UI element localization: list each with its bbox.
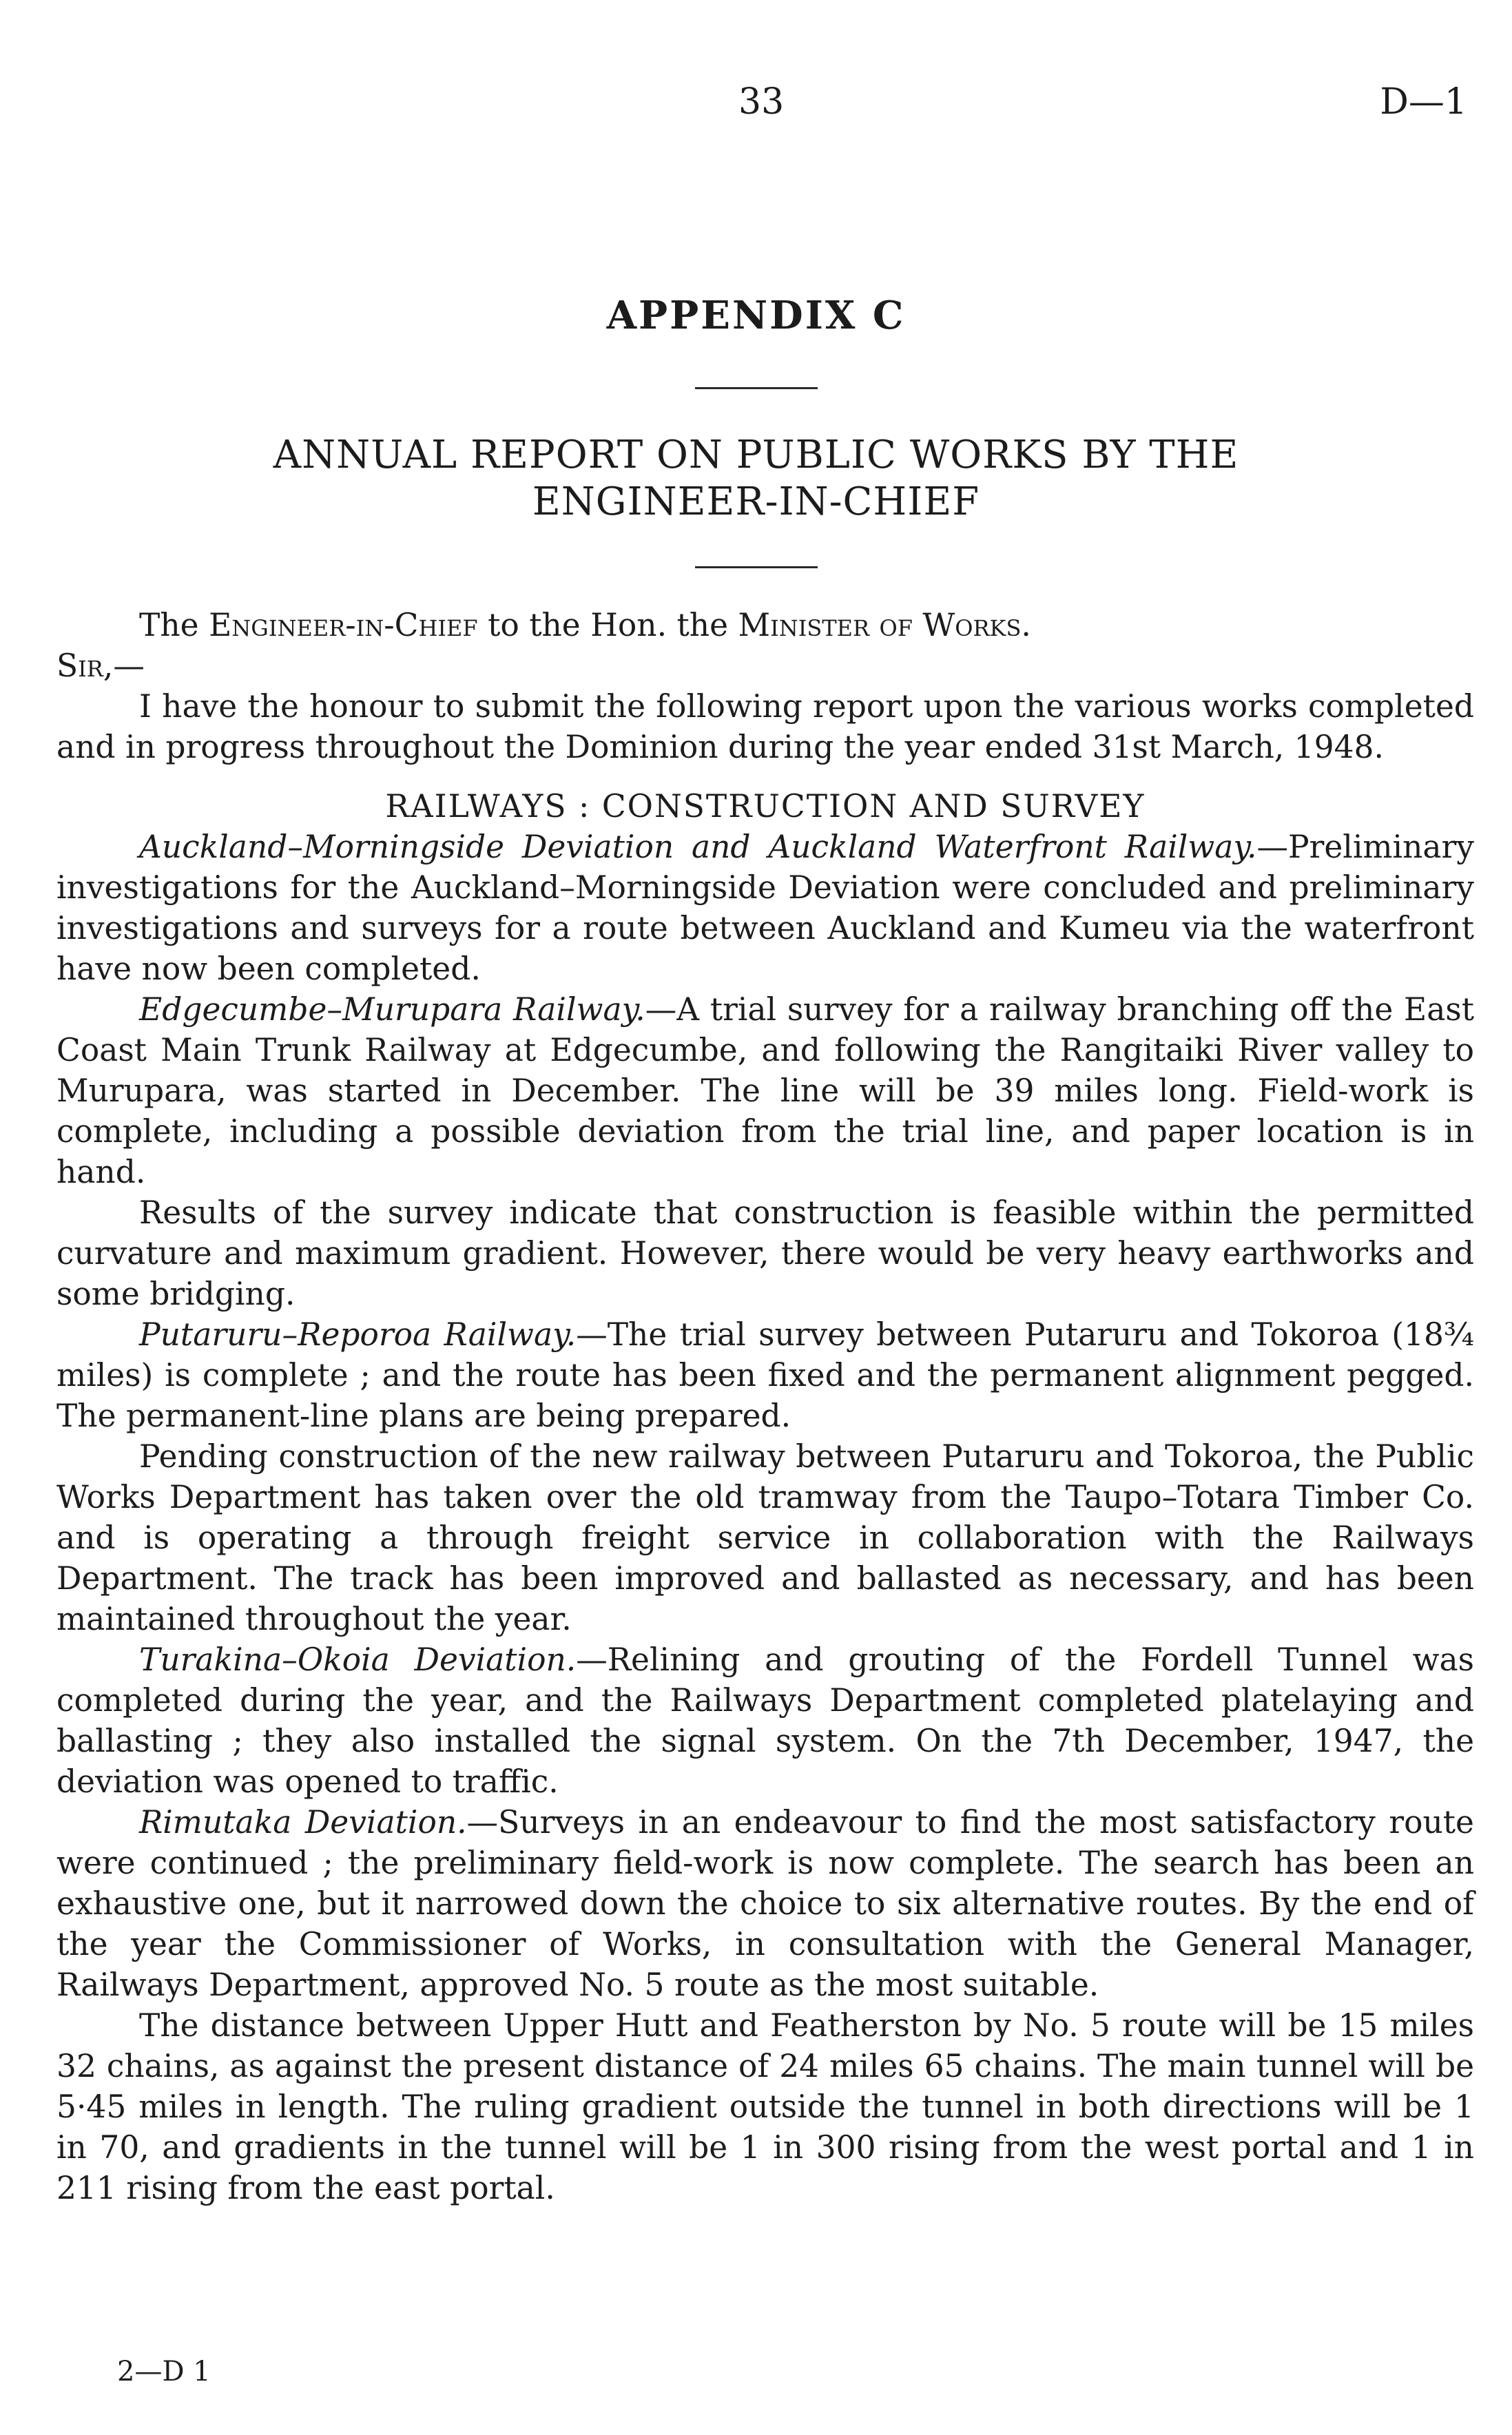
salutation-line xyxy=(56,605,1474,645)
salutation-sir: Sir,— xyxy=(56,647,145,684)
paragraph xyxy=(56,1192,1474,1314)
report-title-line-1: ANNUAL REPORT ON PUBLIC WORKS BY THE xyxy=(273,433,1239,477)
paragraph-title: Turakina–Okoia Deviation. xyxy=(139,1641,577,1678)
paragraph-title: Putaruru–Reporoa Railway. xyxy=(139,1316,577,1353)
paragraph-text: —Relining and grouting of the Fordell Tunnel was completed during the year, and the Railways Department completed platelaying and ballasting ; they also installed the signal system. On the 7th December, 1947, the deviation was opened to traffic. xyxy=(56,1641,1474,1800)
paragraph-text: The distance between Upper Hutt and Featherston by No. 5 route will be 15 miles 32 chains, as against the present distance of 24 miles 65 chains. The main tunnel will be 5·45 miles in length. The ruling gradient outside the tunnel in both directions will be 1 in 70, and gradients in the tunnel will be 1 in 300 rising from the west portal and 1 in 211 rising from the east portal. xyxy=(56,2007,1474,2206)
paragraph xyxy=(56,2005,1474,2208)
paragraph xyxy=(56,1314,1474,1436)
paragraph-text: —A trial survey for a railway branching off the East Coast Main Trunk Railway at Edgecumbe, and following the Rangitaiki River valley to Murupara, was started in December. The line will be 39 miles long. Field-work is complete, including a possible deviation from the trial line, and paper location is in hand. xyxy=(56,991,1475,1190)
paragraph xyxy=(56,1802,1474,2005)
report-body xyxy=(56,605,1474,2208)
report-title xyxy=(0,432,1512,526)
paragraph xyxy=(56,827,1474,989)
paragraph-text: Results of the survey indicate that construction is feasible within the permitted curvature and maximum gradient. However, there would be very heavy earthworks and some bridging. xyxy=(56,1194,1474,1312)
appendix-heading: APPENDIX C xyxy=(606,293,906,338)
salutation-prefix: The xyxy=(139,607,199,643)
paragraph xyxy=(56,1436,1474,1639)
divider-rule xyxy=(695,387,818,389)
paragraph-text: Pending construction of the new railway between Putaruru and Tokoroa, the Public Works Department has taken over the old tramway from the Taupo–Totara Timber Co. and is operating a through freight service in collaboration with the Railways Department. The track has been improved and ballasted as necessary, and has been maintained throughout the year. xyxy=(56,1438,1474,1637)
report-title-line-2: ENGINEER-IN-CHIEF xyxy=(532,479,980,524)
report-reference: D—1 xyxy=(1380,81,1467,123)
paragraph-title: Auckland–Morningside Deviation and Auckland Waterfront Railway. xyxy=(139,829,1257,865)
section-heading: RAILWAYS : CONSTRUCTION AND SURVEY xyxy=(385,788,1146,825)
divider-rule xyxy=(695,566,818,568)
signature-mark: 2—D 1 xyxy=(117,2356,211,2387)
running-head xyxy=(0,81,1512,129)
salutation-end: . xyxy=(1021,607,1031,643)
page-number: 33 xyxy=(738,81,785,123)
salutation-to: Minister of Works xyxy=(738,607,1022,643)
paragraph-text: —The trial survey between Putaruru and Tokoroa (18¾ miles) is complete ; and the route has been fixed and the permanent alignment pegged. The permanent-line plans are being prepared. xyxy=(56,1316,1474,1434)
paragraph-title: Rimutaka Deviation. xyxy=(139,1804,467,1841)
paragraph-text: —Surveys in an endeavour to find the most satisfactory route were continued ; the preliminary field-work is now complete. The search has been an exhaustive one, but it narrowed down the choice to six alternative routes. By the end of the year the Commissioner of Works, in consultation with the General Manager, Railways Department, approved No. 5 route as the most suitable. xyxy=(56,1804,1474,2003)
salutation-middle: to the Hon. the xyxy=(488,607,729,643)
intro-paragraph: I have the honour to submit the following report upon the various works completed and in progress throughout the Dominion during the year ended 31st March, 1948. xyxy=(56,688,1474,765)
paragraph xyxy=(56,1639,1474,1802)
paragraph xyxy=(56,989,1474,1192)
paragraph-title: Edgecumbe–Murupara Railway. xyxy=(139,991,645,1028)
salutation-from: Engineer-in-Chief xyxy=(209,607,478,643)
paragraph-text: —Preliminary investigations for the Auckland–Morningside Deviation were concluded and preliminary investigations and surveys for a route between Auckland and Kumeu via the waterfront have now been completed. xyxy=(56,829,1474,987)
